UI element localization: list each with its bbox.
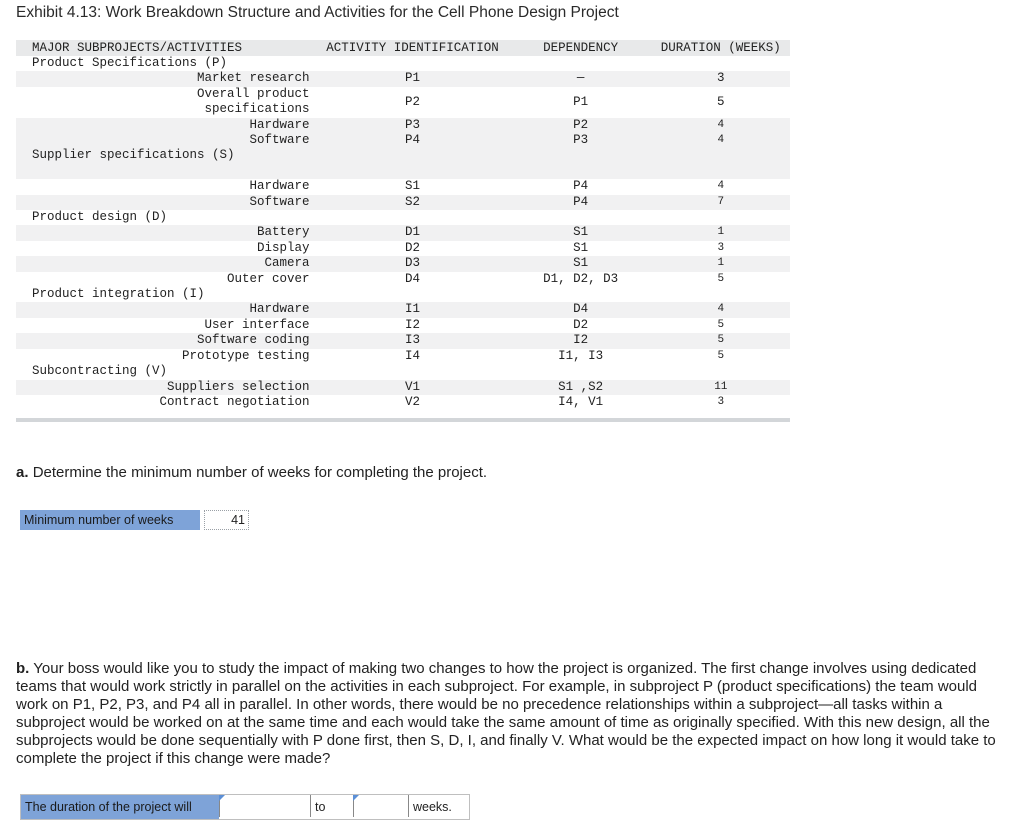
activity-duration: 4 — [652, 133, 790, 148]
activity-id: I3 — [315, 333, 509, 348]
table-row — [16, 318, 790, 333]
activity-duration: 11 — [652, 380, 790, 395]
group-row-d — [16, 210, 790, 225]
activity-name: Camera — [16, 256, 315, 271]
exhibit-title: Exhibit 4.13: Work Breakdown Structure and Activities for the Cell Phone Design Project — [16, 4, 619, 21]
answer-b-weeks-label: weeks. — [409, 795, 469, 819]
activity-id: D2 — [405, 240, 421, 255]
activity-dependency: P1 — [573, 94, 589, 109]
activity-id: V2 — [405, 394, 421, 409]
group-label: Product integration (I) — [32, 287, 205, 302]
answer-a-label: Minimum number of weeks — [20, 510, 200, 530]
answer-b-label: The duration of the project will — [21, 795, 219, 819]
activity-duration: 3 — [652, 71, 790, 86]
activity-name: Market research — [16, 71, 315, 86]
table-header-row — [16, 40, 790, 56]
activity-dependency: D1, D2, D3 — [543, 271, 619, 286]
activity-name: Software — [16, 195, 315, 210]
spacer-row — [16, 164, 790, 179]
activity-name: Suppliers selection — [16, 380, 315, 395]
group-label: Subcontracting (V) — [32, 364, 168, 379]
activity-duration: 7 — [652, 195, 790, 210]
activity-duration: 4 — [652, 118, 790, 133]
table-row — [16, 241, 790, 256]
table-bottom-rule — [16, 418, 790, 422]
activity-dependency: P2 — [510, 118, 652, 133]
activity-id: P3 — [315, 118, 509, 133]
table-row — [16, 349, 790, 364]
activity-id: D4 — [405, 271, 421, 286]
question-a — [16, 464, 487, 481]
activity-dependency: S1 — [510, 225, 652, 240]
table-row — [16, 272, 790, 287]
activity-name — [16, 87, 315, 118]
activity-duration: 4 — [717, 180, 725, 193]
table-row — [16, 302, 790, 317]
activity-dependency: S1 ,S2 — [510, 380, 652, 395]
header-duration: DURATION (WEEKS) — [652, 40, 790, 56]
header-identification: ACTIVITY IDENTIFICATION — [315, 40, 509, 56]
activity-name: Display — [256, 240, 310, 255]
question-a-label: a. — [16, 464, 29, 481]
activity-name: Software — [16, 133, 315, 148]
activity-id: I4 — [405, 348, 421, 363]
activity-duration: 5 — [652, 333, 790, 348]
activity-id: I2 — [405, 317, 421, 332]
table-row — [16, 133, 790, 148]
answer-b-row — [20, 794, 470, 820]
activity-dependency: P3 — [510, 133, 652, 148]
activity-id: V1 — [315, 380, 509, 395]
activity-id: P1 — [315, 71, 509, 86]
activity-duration: 5 — [717, 272, 725, 285]
table-row — [16, 179, 790, 194]
activity-name: Battery — [16, 225, 315, 240]
activity-id: I1 — [315, 302, 509, 317]
activity-name: Contract negotiation — [159, 394, 310, 409]
group-label: Product design (D) — [32, 210, 168, 225]
table-row — [16, 195, 790, 210]
activity-name: Hardware — [16, 118, 315, 133]
group-label: Product Specifications (P) — [32, 56, 228, 70]
group-row-p — [16, 56, 790, 71]
activity-duration: 5 — [717, 318, 725, 331]
activity-name: Hardware — [16, 302, 315, 317]
table-row — [16, 256, 790, 271]
group-row-i — [16, 287, 790, 302]
activity-dependency: S1 — [573, 240, 589, 255]
activity-dependency: I1, I3 — [558, 348, 604, 363]
table-row — [16, 395, 790, 410]
table-row — [16, 71, 790, 86]
duration-change-input-wrap — [219, 795, 311, 819]
table-row — [16, 333, 790, 348]
minimum-weeks-input[interactable]: 41 — [204, 510, 249, 530]
activity-name: Prototype testing — [181, 348, 310, 363]
activity-dependency: D2 — [573, 317, 589, 332]
activity-dependency: P4 — [573, 179, 589, 194]
group-row-s — [16, 148, 790, 163]
activity-duration: 4 — [652, 302, 790, 317]
question-b — [16, 660, 1006, 768]
activity-id: P2 — [405, 94, 421, 109]
answer-b-to-label: to — [311, 795, 353, 819]
question-a-text: Determine the minimum number of weeks for completing the project. — [32, 464, 488, 481]
activity-duration: 5 — [717, 349, 725, 362]
activity-dependency: P4 — [510, 195, 652, 210]
header-activities: MAJOR SUBPROJECTS/ACTIVITIES — [16, 40, 315, 56]
activity-id: D1 — [315, 225, 509, 240]
activity-duration: 3 — [717, 395, 725, 408]
question-b-label: b. — [16, 660, 30, 677]
activity-id: S1 — [405, 179, 421, 194]
activity-name: Software coding — [16, 333, 315, 348]
header-dependency: DEPENDENCY — [510, 40, 652, 56]
table-row — [16, 87, 790, 118]
activity-duration: 1 — [652, 225, 790, 240]
activity-id: P4 — [315, 133, 509, 148]
activity-name: Hardware — [249, 179, 310, 194]
activity-dependency: I4, V1 — [558, 394, 604, 409]
group-label: Supplier specifications (S) — [16, 148, 315, 163]
activity-dependency: D4 — [510, 302, 652, 317]
activity-dependency: S1 — [510, 256, 652, 271]
activity-duration: 1 — [652, 256, 790, 271]
activity-duration: 3 — [717, 241, 725, 254]
activity-name-line1: Overall product — [196, 86, 310, 101]
activity-dependency: — — [510, 71, 652, 86]
question-b-text: Your boss would like you to study the impact of making two changes to how the project is organized. The first change involves using dedicated teams that would work strictly in parallel on the activities in each subproject. For example, in subproject P (product specifications) the team would work on P1, P2, P3, and P4 all in parallel. In other words, there would be no precedence relationships within a subproject—all tasks within a subproject would be worked on at the same time and each would take the same amount of time as originally specified. With this new design, all the subprojects would be done sequentially with P done first, then S, D, I, and finally V. What would be the expected impact on how long it would take to complete the project if this change were made? — [16, 660, 996, 767]
weeks-input-wrap — [353, 795, 409, 819]
duration-change-input[interactable] — [219, 795, 311, 817]
activity-id: D3 — [315, 256, 509, 271]
table-row — [16, 225, 790, 240]
answer-a-row — [20, 510, 249, 530]
activity-name: Outer cover — [226, 271, 310, 286]
group-row-v — [16, 364, 790, 379]
activity-id: S2 — [315, 195, 509, 210]
table-row — [16, 380, 790, 395]
activity-duration: 5 — [717, 94, 725, 109]
activity-name: User interface — [204, 317, 310, 332]
activity-name-line2: specifications — [204, 102, 310, 117]
wbs-table — [16, 40, 790, 410]
table-row — [16, 118, 790, 133]
weeks-input[interactable] — [353, 795, 409, 817]
activity-dependency: I2 — [510, 333, 652, 348]
